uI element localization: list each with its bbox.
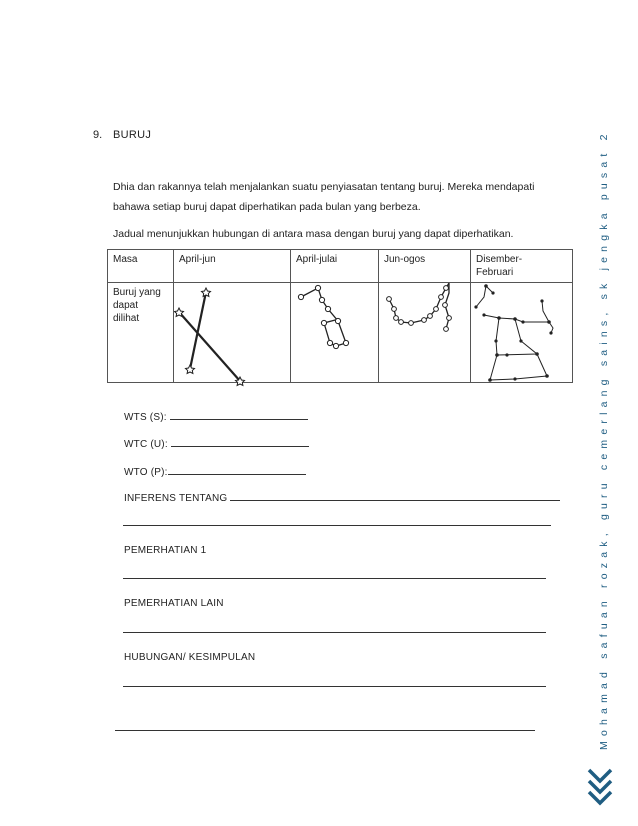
intro-text-line-1: Dhia dan rakannya telah menjalankan suatu penyiasatan tentang buruj. Mereka mendapati bbox=[113, 181, 535, 193]
pemerhatian1-label: PEMERHATIAN 1 bbox=[124, 545, 207, 556]
constellation-w-icon bbox=[379, 283, 471, 389]
wtc-label: WTC (U): bbox=[124, 439, 171, 450]
pemerhatian-lain-label: PEMERHATIAN LAIN bbox=[124, 598, 224, 609]
wts-answer-line[interactable] bbox=[124, 410, 308, 423]
inferens-answer-line[interactable] bbox=[124, 491, 560, 504]
wto-blank[interactable] bbox=[168, 465, 306, 475]
table-header-jun-ogos: Jun-ogos bbox=[379, 250, 471, 283]
inferens-blank-2[interactable] bbox=[123, 516, 551, 526]
question-title: BURUJ bbox=[113, 129, 152, 141]
intro-text-line-3: Jadual menunjukkan hubungan di antara masa dengan buruj yang dapat diperhatikan. bbox=[113, 228, 514, 240]
table-header-masa: Masa bbox=[108, 250, 174, 283]
table-row-label: Buruj yang dapat dilihat bbox=[108, 283, 174, 383]
wts-label: WTS (S): bbox=[124, 412, 170, 423]
pemerhatian1-blank[interactable] bbox=[123, 569, 546, 579]
constellation-dipper-icon bbox=[291, 283, 379, 389]
constellation-cross-icon bbox=[174, 283, 291, 389]
wto-label: WTO (P): bbox=[124, 467, 168, 478]
wtc-answer-line[interactable] bbox=[124, 437, 309, 450]
constellation-table bbox=[107, 249, 573, 383]
table-header-row bbox=[108, 250, 573, 283]
cell-disember-februari bbox=[471, 283, 573, 383]
extra-blank-line[interactable] bbox=[115, 721, 535, 731]
constellation-orion-icon bbox=[471, 283, 573, 389]
wts-blank[interactable] bbox=[170, 410, 308, 420]
intro-text-line-2: bahawa setiap buruj dapat diperhatikan pada bulan yang berbeza. bbox=[113, 201, 421, 213]
pemerhatian-lain-blank[interactable] bbox=[123, 623, 546, 633]
cell-jun-ogos bbox=[379, 283, 471, 383]
table-header-april-julai: April-julai bbox=[291, 250, 379, 283]
cell-april-jun bbox=[174, 283, 291, 383]
table-header-disember-februari: Disember- Februari bbox=[471, 250, 573, 283]
table-row bbox=[108, 283, 573, 383]
inferens-label: INFERENS TENTANG bbox=[124, 493, 231, 504]
question-number: 9. bbox=[93, 129, 103, 141]
cell-april-julai bbox=[291, 283, 379, 383]
inferens-blank[interactable] bbox=[230, 491, 560, 501]
hubungan-blank[interactable] bbox=[123, 677, 546, 687]
wto-answer-line[interactable] bbox=[124, 465, 306, 478]
chevron-down-icon bbox=[586, 766, 616, 810]
table-header-april-jun: April-jun bbox=[174, 250, 291, 283]
hubungan-label: HUBUNGAN/ KESIMPULAN bbox=[124, 652, 256, 663]
wtc-blank[interactable] bbox=[171, 437, 309, 447]
side-banner-text: Mohamad safuan rozak, guru cemerlang sains, sk jengka pusat 2 bbox=[598, 129, 610, 750]
